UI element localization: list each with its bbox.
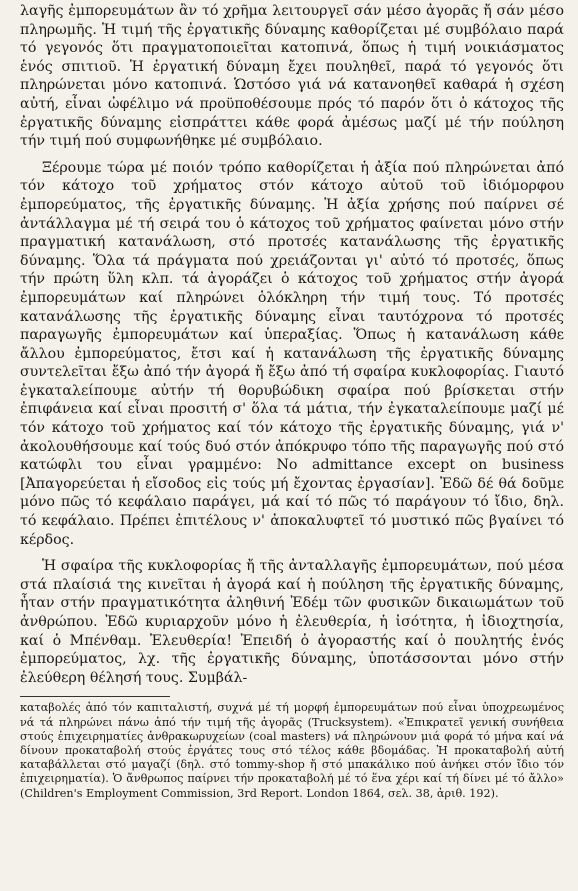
footnote: καταβολές ἀπό τόν καπιταλιστή, συχνά μέ τή μορφή ἐμπορευμάτων πού εἶναι ὑποχρεωμένος νά τά πληρώνει πάνω ἀπό τήν τιμή τῆς ἀγορᾶς (Trucksystem). «Ἐπικρατεῖ γενική συνήθεια στούς ἐπιχειρηματίες ἀνθρακωρυχείων (coal masters) νά πληρώνουν μιά φορά τό μήνα καί νά δίνουν προκαταβολή στούς ἐργάτες τους στό τέλος κάθε βδομάδας. Ἡ προκαταβολή αὐτή καταβάλλεται στό μαγαζί (δηλ. στό tommy-shop ἤ στό μπακάλικο πού ἀνήκει στόν ἴδιο τόν ἐπιχειρηματία). Ὁ ἄνθρωπος παίρνει τήν προκαταβολή μέ τό ἕνα χέρι καί τή δίνει μέ τό ἄλλο» (Children's Employment Commission, 3rd Report. London 1864, σελ. 38, ἀριθ. 192). xyxy=(20,701,564,800)
paragraph-3: Ἡ σφαίρα τῆς κυκλοφορίας ἤ τῆς ἀνταλλαγῆς ἐμπορευμάτων, πού μέσα στά πλαίσιά της κινεῖται ἡ ἀγορά καί ἡ πούληση τῆς ἐργατικῆς δύναμης, ἦταν στήν πραγματικότητα ἀληθινή Ἐδέμ τῶν φυσικῶν δικαιωμάτων τοῦ ἀνθρώπου. Ἐδῶ κυριαρχοῦν μόνο ἡ ἐλευθερία, ἡ ἰσότητα, ἡ ἰδιοχτησία, καί ὁ Μπένθαμ. Ἐλευθερία! Ἐπειδή ὁ ἀγοραστής καί ὁ πουλητής ἑνός ἐμπορεύματος, λχ. τῆς ἐργατικῆς δύναμης, ὑποτάσσονται μόνο στήν ἐλεύθερη θέλησή τους. Συμβάλ- xyxy=(20,558,564,686)
footnote-divider xyxy=(20,696,170,697)
paragraph-2: Ξέρουμε τώρα μέ ποιόν τρόπο καθορίζεται ἡ ἀξία πού πληρώνεται ἀπό τόν κάτοχο τοῦ χρήματος στόν κάτοχο αὐτοῦ τοῦ ἰδιόμορφου ἐμπορεύματος, τῆς ἐργατικῆς δύναμης. Ἡ ἀξία χρήσης πού παίρνει σέ ἀντάλλαγμα μέ τή σειρά του ὁ κάτοχος τοῦ χρήματος φαίνεται μόνο στήν πραγματική κατανάλωση, στό προτσές κατανάλωσης τῆς ἐργατικῆς δύναμης. Ὅλα τά πράγματα πού χρειάζονται γι' αὐτό τό προτσές, ὅπως τήν πρώτη ὕλη κλπ. τά ἀγοράζει ὁ κάτοχος τοῦ χρήματος στήν ἀγορά ἐμπορευμάτων καί πληρώνει ὁλόκληρη τήν τιμή τους. Τό προτσές κατανάλωσης τῆς ἐργατικῆς δύναμης εἶναι ταυτόχρονα τό προτσές παραγωγῆς ἐμπορευμάτων καί ὑπεραξίας. Ὅπως ἡ κατανάλωση κάθε ἄλλου ἐμπορεύματος, ἔτσι καί ἡ κατανάλωση τῆς ἐργατικῆς δύναμης συντελεῖται ἔξω ἀπό τήν ἀγορά ἤ ἔξω ἀπό τή σφαίρα κυκλοφορίας. Γιαυτό ἐγκαταλείπουμε αὐτήν τή θορυβώδικη σφαίρα πού βρίσκεται στήν ἐπιφάνεια καί εἶναι προσιτή σ' ὅλα τά μάτια, τήν ἐγκαταλείπουμε μαζί μέ τόν κάτοχο τοῦ χρήματος καί τόν κάτοχο τῆς ἐργατικῆς δύναμης, γιά ν' ἀκολουθήσουμε καί τούς δυό στόν ἀπόκρυφο τόπο τῆς παραγωγῆς πού στό κατώφλι του εἶναι γραμμένο: No admittance except on business [Ἀπαγορεύεται ἡ εἴσοδος εἰς τούς μή ἔχοντας ἐργασίαν]. Ἐδῶ δέ θά δοῦμε μόνο πῶς τό κεφάλαιο παράγει, μά καί τό πῶς τό παράγουν τό ἴδιο, δηλ. τό κεφάλαιο. Πρέπει ἐπιτέλους ν' ἀποκαλυφτεῖ τό μυστικό πῶς βγαίνει τό κέρδος. xyxy=(20,159,564,548)
paragraph-1: λαγῆς ἐμπορευμάτων ἂν τό χρῆμα λειτουργεῖ σάν μέσο ἀγορᾶς ἤ σάν μέσο πληρωμῆς. Ἡ τιμή τῆς ἐργατικῆς δύναμης καθορίζεται μέ συμβόλαιο παρά τό γεγονός ὅτι πραγματοποιεῖται κατοπινά, ὅπως ἡ τιμή νοικιάσματος ἑνός σπιτιοῦ. Ἡ ἐργατική δύναμη ἔχει πουληθεῖ, παρά τό γεγονός ὅτι πληρώνεται μόνο κατοπινά. Ὡστόσο γιά νά κατανοηθεῖ καθαρά ἡ σχέση αὐτή, εἶναι ὠφέλιμο νά προϋποθέσουμε πρός τό παρόν ὅτι ὁ κάτοχος τῆς ἐργατικῆς δύναμης εἰσπράττει κάθε φορά ἀμέσως μαζί μέ τήν πούληση τήν τιμή πού συμφωνήθηκε μέ συμβόλαιο. xyxy=(20,3,564,150)
